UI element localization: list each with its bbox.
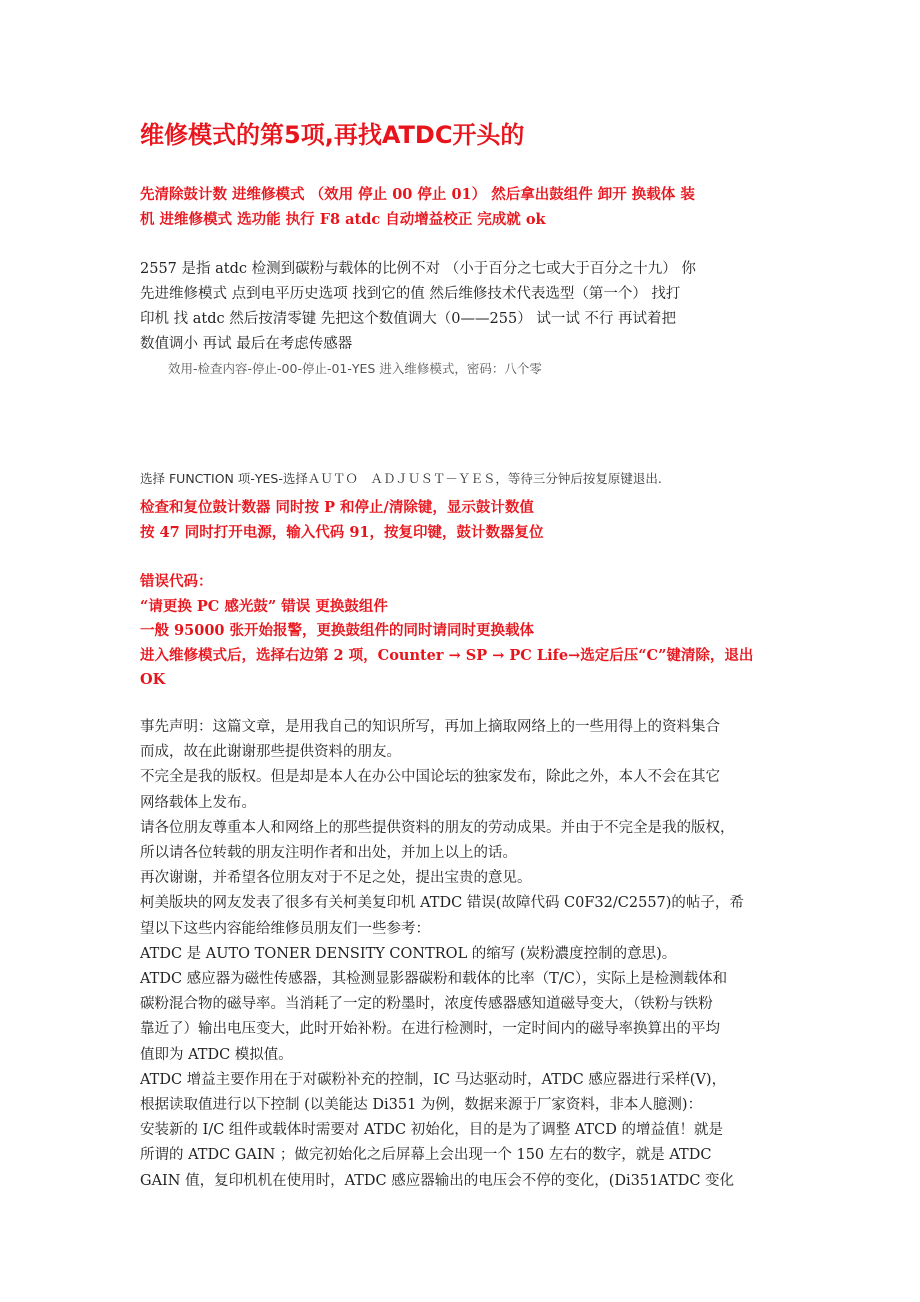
- body-line: GAIN 值，复印机机在使用时，ATDC 感应器输出的电压会不停的变化，(Di351ATDC 变化: [140, 1172, 735, 1189]
- page-title: 维修模式的第5项,再找ATDC开头的: [140, 121, 525, 149]
- body-line: 请各位朋友尊重本人和网络上的那些提供资料的朋友的劳动成果。并由于不完全是我的版权，: [140, 819, 735, 836]
- body-line: 所谓的 ATDC GAIN ；做完初始化之后屏幕上会出现一个 150 左右的数字，就是 ATDC: [140, 1147, 712, 1164]
- body-line: ATDC 是 AUTO TONER DENSITY CONTROL 的缩写 (炭粉濃度控制的意思)。: [140, 945, 677, 962]
- body-line: 而成，故在此谢谢那些提供资料的朋友。: [140, 744, 401, 761]
- explanation-line: 数值调小 再试 最后在考虑传感器: [140, 336, 353, 352]
- body-line: 安装新的 I/C 组件或载体时需要对 ATDC 初始化，目的是为了调整 ATCD 的增益值！就是: [140, 1122, 723, 1139]
- body-line: 所以请各位转载的朋友注明作者和出处，并加上以上的话。: [140, 845, 517, 862]
- drum-counter-reset: [140, 496, 785, 545]
- atdc-2557-explanation: [140, 257, 785, 357]
- error-heading: 错误代码：: [140, 573, 213, 590]
- error-line: OK: [140, 671, 166, 688]
- password-note: 效用-检查内容-停止-00-停止-01-YES 进入维修模式，密码：八个零: [168, 361, 542, 376]
- body-line: 再次谢谢，并希望各位朋友对于不足之处，提出宝贵的意见。: [140, 870, 532, 887]
- body-line: 网络载体上发布。: [140, 794, 256, 811]
- reset-line: 检查和复位鼓计数器 同时按 P 和停止/清除键，显示鼓计数值: [140, 499, 534, 516]
- body-line: 不完全是我的版权。但是却是本人在办公中国论坛的独家发布，除此之外，本人不会在其它: [140, 769, 720, 786]
- explanation-line: 先进维修模式 点到电平历史选项 找到它的值 然后维修技术代表选型（第一个） 找打: [140, 286, 681, 302]
- body-line: 靠近了）输出电压变大，此时开始补粉。在进行检测时，一定时间内的磁导率换算出的平均: [140, 1021, 720, 1038]
- explanation-line: 2557 是指 atdc 检测到碳粉与载体的比例不对 （小于百分之七或大于百分之十九） 你: [140, 261, 696, 277]
- reset-line: 按 47 同时打开电源，输入代码 91，按复印键，鼓计数器复位: [140, 523, 544, 541]
- intro-red-instructions: [140, 183, 785, 232]
- body-line: 事先声明：这篇文章，是用我自己的知识所写，再加上摘取网络上的一些用得上的资料集合: [140, 719, 720, 735]
- body-line: ATDC 感应器为磁性传感器，其检测显影器碳粉和载体的比率（T/C），实际上是检测载体和: [140, 971, 728, 988]
- error-line: 一般 95000 张开始报警，更换鼓组件的同时请同时更换载体: [140, 622, 535, 639]
- function-note: 选择 FUNCTION 项-YES-选择ＡＵＴＯ ＡＤＪＵＳＴ－ＹＥＳ，等待三分钟后按复原键退出.: [140, 471, 662, 486]
- explanation-line: 印机 找 atdc 然后按清零键 先把这个数值调大（0——255） 试一试 不行 再试着把: [140, 311, 677, 327]
- intro-red-line: 机 进维修模式 选功能 执行 F8 atdc 自动增益校正 完成就 ok: [140, 210, 546, 228]
- body-line: 值即为 ATDC 模拟值。: [140, 1046, 293, 1063]
- body-line: 碳粉混合物的磁导率。当消耗了一定的粉墨时，浓度传感器感知道磁导变大，（铁粉与铁粉: [140, 996, 713, 1013]
- body-line: ATDC 增益主要作用在于对碳粉补充的控制，IC 马达驱动时，ATDC 感应器进行采样(V)，: [140, 1071, 727, 1088]
- error-line: “请更换 PC 感光鼓” 错误 更换鼓组件: [140, 597, 388, 615]
- body-line: 望以下这些内容能给维修员朋友们一些参考：: [140, 920, 430, 937]
- article-body: [140, 715, 785, 1194]
- error-line: 进入维修模式后，选择右边第 2 项，Counter → SP → PC Life→选定后压“C”键清除，退出: [140, 646, 754, 664]
- intro-red-line: 先清除鼓计数 进维修模式 （效用 停止 00 停止 01） 然后拿出鼓组件 卸开 换载体 装: [140, 186, 695, 203]
- error-code-section: [140, 570, 785, 693]
- body-line: 柯美版块的网友发表了很多有关柯美复印机 ATDC 错误(故障代码 C0F32/C2557)的帖子，希: [140, 895, 744, 912]
- body-line: 根据读取值进行以下控制 (以美能达 Di351 为例，数据来源于厂家资料，非本人臆测)：: [140, 1097, 703, 1114]
